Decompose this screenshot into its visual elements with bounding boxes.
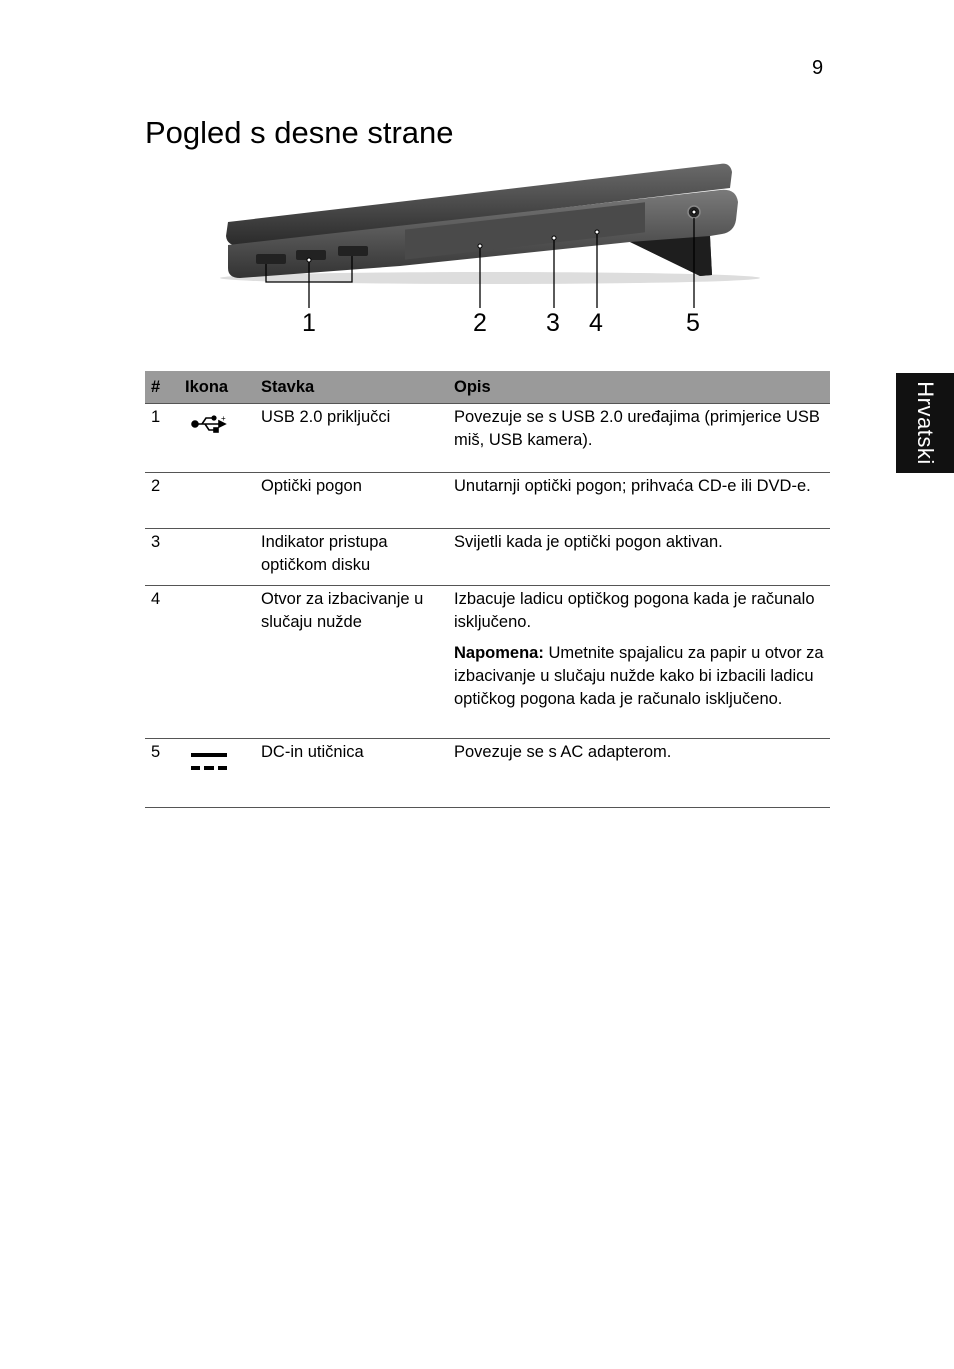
header-description: Opis <box>448 371 830 404</box>
table-row <box>145 404 830 473</box>
row-note <box>454 642 824 711</box>
row-item: Indikator pristupa optičkom disku <box>255 529 448 586</box>
svg-text:+: + <box>221 414 226 423</box>
dc-in-icon <box>191 751 227 773</box>
row-description: Povezuje se s AC adapterom. <box>448 739 830 808</box>
row-description: Povezuje se s USB 2.0 uređajima (primjerice USB miš, USB kamera). <box>448 404 830 473</box>
table-row <box>145 529 830 586</box>
callout-2: 2 <box>473 309 487 337</box>
row-icon-cell <box>179 529 255 586</box>
page-title: Pogled s desne strane <box>145 115 454 150</box>
row-number: 1 <box>145 404 179 473</box>
row-number: 3 <box>145 529 179 586</box>
row-icon-cell <box>179 586 255 739</box>
page-number: 9 <box>812 57 824 79</box>
callout-5: 5 <box>686 309 700 337</box>
table-header-row <box>145 371 830 404</box>
usb-icon <box>191 414 227 434</box>
row-item: DC-in utičnica <box>255 739 448 808</box>
ports-table <box>145 371 830 808</box>
table-row <box>145 473 830 529</box>
language-tab-label: Hrvatski <box>913 381 938 465</box>
row-number: 5 <box>145 739 179 808</box>
header-icon: Ikona <box>179 371 255 404</box>
note-label: Napomena: <box>454 644 544 662</box>
table-row <box>145 586 830 739</box>
row-description: Unutarnji optički pogon; prihvaća CD-e ili DVD-e. <box>448 473 830 529</box>
callout-4: 4 <box>589 309 603 337</box>
row-item: Otvor za izbacivanje u slučaju nužde <box>255 586 448 739</box>
row-item: Optički pogon <box>255 473 448 529</box>
row-description: Svijetli kada je optički pogon aktivan. <box>448 529 830 586</box>
header-item: Stavka <box>255 371 448 404</box>
callout-3: 3 <box>546 309 560 337</box>
row-icon-cell <box>179 739 255 808</box>
note-text: Umetnite spajalicu za papir u otvor za izbacivanje u slučaju nužde kako bi izbacili ladicu optičkog pogona kada je računalo isključeno. <box>454 644 824 708</box>
row-icon-cell <box>179 473 255 529</box>
row-icon-cell <box>179 404 255 473</box>
row-item: USB 2.0 priključci <box>255 404 448 473</box>
header-number: # <box>145 371 179 404</box>
row-number: 4 <box>145 586 179 739</box>
row-description-cell <box>448 586 830 739</box>
language-tab <box>896 373 954 473</box>
callout-1: 1 <box>302 309 316 337</box>
table-row <box>145 739 830 808</box>
row-number: 2 <box>145 473 179 529</box>
row-description: Izbacuje ladicu optičkog pogona kada je računalo isključeno. <box>454 590 815 631</box>
